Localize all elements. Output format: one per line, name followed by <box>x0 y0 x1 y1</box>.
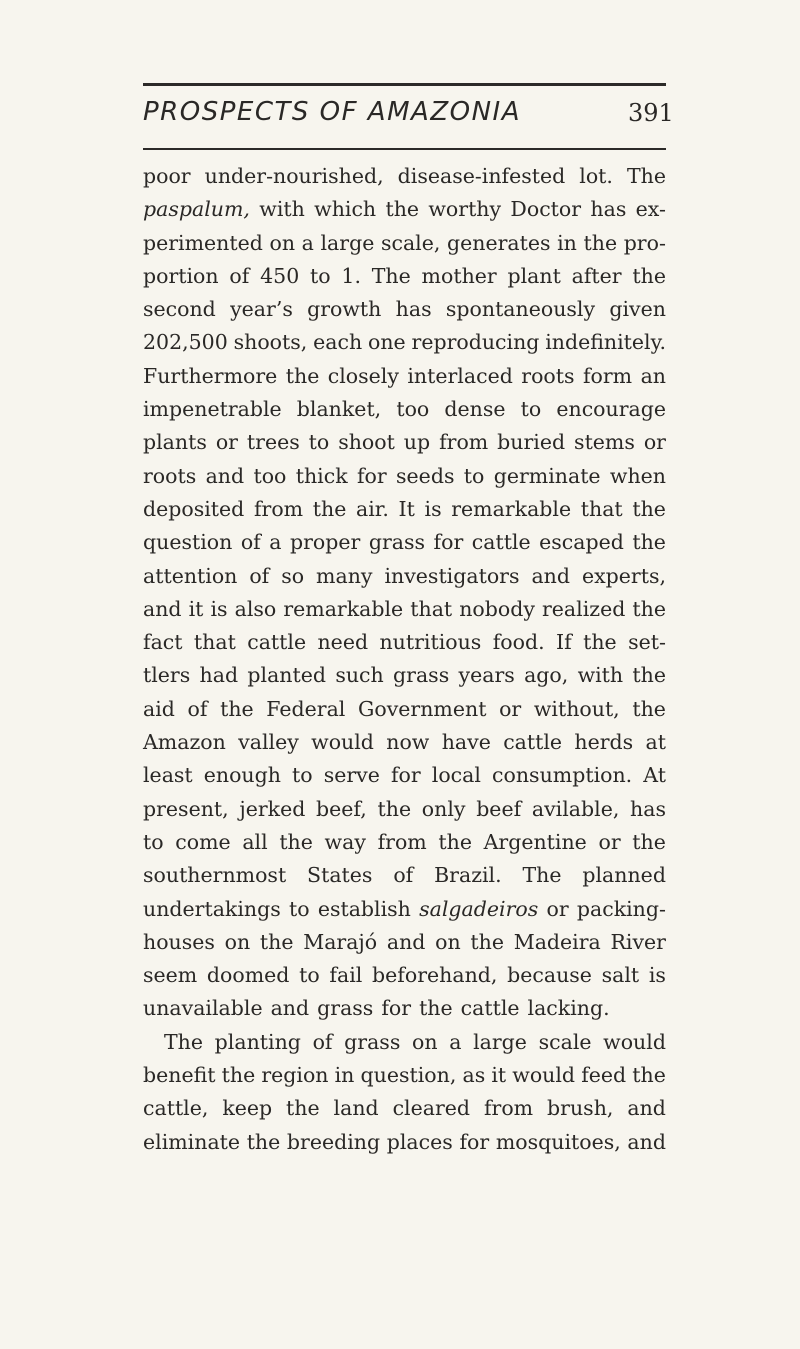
word: cattle <box>247 630 307 655</box>
word: years <box>458 663 515 688</box>
word: lot. <box>579 164 613 188</box>
word: cattle, <box>143 1096 209 1121</box>
word: 450 <box>260 263 300 288</box>
word: given <box>609 297 666 322</box>
word: is <box>424 496 442 521</box>
word: places <box>386 1129 453 1154</box>
word: The <box>371 263 411 288</box>
word: food. <box>492 630 545 655</box>
word: the <box>312 496 347 521</box>
word: seem <box>143 963 198 988</box>
word: blanket, <box>296 397 382 422</box>
word: the <box>632 829 666 854</box>
word: of <box>187 696 208 721</box>
word: a <box>269 530 282 555</box>
word: nutritious <box>379 630 482 655</box>
word: the <box>632 663 666 688</box>
word: mother <box>421 263 497 288</box>
text-line <box>143 260 666 293</box>
word: Brazil. <box>434 863 502 888</box>
word: to <box>288 896 310 921</box>
word: has <box>395 297 432 322</box>
word: houses <box>143 929 215 954</box>
word: interlaced <box>407 363 513 388</box>
text-line <box>143 526 666 559</box>
word: of <box>240 530 261 555</box>
word: cleared <box>392 1096 471 1121</box>
word: the <box>285 363 320 388</box>
word: fail <box>329 963 363 988</box>
word: the <box>583 230 618 255</box>
word: large <box>320 230 375 255</box>
word: valley <box>238 730 299 755</box>
word: in <box>557 230 577 255</box>
word: or <box>546 896 569 921</box>
word: need <box>317 630 369 655</box>
word: The <box>626 164 666 188</box>
word: way <box>324 829 366 854</box>
word: The <box>522 863 562 888</box>
word: of <box>312 1029 333 1054</box>
word: to <box>308 430 330 455</box>
word: beforehand, <box>372 963 498 988</box>
word: River <box>610 929 666 954</box>
page-number: 391 <box>628 99 674 127</box>
word: a <box>301 230 314 255</box>
word: under-nourished, <box>204 164 384 188</box>
text-line <box>143 826 666 859</box>
word: year’s <box>230 297 293 322</box>
word: each <box>313 330 363 355</box>
word: encourage <box>556 397 666 422</box>
word: on <box>269 230 296 255</box>
word: benefit <box>143 1063 216 1088</box>
word: pro- <box>623 230 666 255</box>
word: question <box>143 530 233 555</box>
word: would <box>311 730 374 755</box>
word: southernmost <box>143 863 287 888</box>
word: the <box>632 596 666 621</box>
word: question, <box>360 1063 457 1088</box>
word: planned <box>582 863 666 888</box>
text-line <box>143 893 666 926</box>
word: scale <box>538 1029 592 1054</box>
word: experts, <box>581 563 666 588</box>
word: and <box>386 929 426 954</box>
word: and <box>531 563 571 588</box>
word: undertakings <box>143 896 281 921</box>
text-line <box>143 959 666 992</box>
word: after <box>571 263 622 288</box>
header-rule-top <box>143 83 666 86</box>
word: the <box>385 197 420 222</box>
word: feed <box>581 1063 627 1088</box>
word: seeds <box>396 463 455 488</box>
word: aid <box>143 696 175 721</box>
word: the <box>377 796 412 821</box>
word: for <box>459 1129 490 1154</box>
text-line <box>143 659 666 692</box>
word: also <box>234 596 277 621</box>
word: all <box>242 829 268 854</box>
word: cattle <box>503 730 563 755</box>
word: serve <box>323 763 380 788</box>
word: germinate <box>493 463 601 488</box>
text-line <box>143 693 666 726</box>
word: the <box>246 1129 281 1154</box>
word: doomed <box>206 963 290 988</box>
word: to <box>299 963 320 988</box>
word: for <box>390 763 421 788</box>
word: to <box>143 829 164 854</box>
word: and <box>627 1129 666 1154</box>
text-line <box>143 460 666 493</box>
word: shoots, <box>233 330 308 355</box>
word: shoot <box>338 430 395 455</box>
word: Furthermore <box>143 363 278 388</box>
word: too <box>396 397 430 422</box>
word: salt <box>601 963 640 988</box>
text-line <box>143 726 666 759</box>
word: brush, <box>547 1096 614 1121</box>
word: as <box>462 1063 486 1088</box>
word: the <box>632 530 666 555</box>
word: the <box>632 263 666 288</box>
word: At <box>643 763 666 788</box>
word: air. <box>356 496 389 521</box>
body-text <box>143 160 666 1159</box>
text-line <box>143 160 666 193</box>
word: the <box>220 696 254 721</box>
word: scale, <box>380 230 441 255</box>
word: least <box>143 763 193 788</box>
word: when <box>609 463 666 488</box>
word: would <box>512 1063 576 1088</box>
word: breeding <box>286 1129 381 1154</box>
word: disease-infested <box>397 164 566 188</box>
word: establish <box>317 896 411 921</box>
word: the <box>438 829 472 854</box>
word: mosquitoes, <box>495 1129 621 1154</box>
text-line <box>143 859 666 892</box>
word: deposited <box>143 496 245 521</box>
word: present, <box>143 796 229 821</box>
word: The <box>164 1029 204 1054</box>
text-line <box>143 493 666 526</box>
word: to <box>520 397 542 422</box>
word: on <box>435 929 461 954</box>
word: with <box>577 663 624 688</box>
word: and <box>205 463 245 488</box>
word: the <box>286 1096 320 1121</box>
word: 1. <box>341 263 361 288</box>
word: or <box>215 430 238 455</box>
word: because <box>507 963 592 988</box>
word: portion <box>143 263 219 288</box>
text-line <box>143 759 666 792</box>
word: ago, <box>524 663 569 688</box>
word: buried <box>497 430 566 455</box>
word: which <box>314 197 377 222</box>
word: plants <box>143 430 207 455</box>
text-line <box>143 1126 666 1159</box>
text-line <box>143 293 666 326</box>
word: escaped <box>539 530 624 555</box>
text-line <box>143 1026 666 1059</box>
word: local <box>431 763 481 788</box>
word: for <box>356 463 387 488</box>
word: region <box>261 1063 329 1088</box>
word: form <box>582 363 633 388</box>
word: reproducing <box>411 330 540 355</box>
word: paspalum, <box>143 197 250 222</box>
word: the <box>632 496 666 521</box>
word: the <box>221 1063 256 1088</box>
header-rule-bottom <box>143 148 666 150</box>
word: cattle <box>471 530 531 555</box>
word: roots <box>143 463 197 488</box>
word: proper <box>290 530 361 555</box>
word: If <box>556 630 572 655</box>
word: Marajó <box>303 929 378 954</box>
word: of <box>229 263 250 288</box>
word: nobody <box>459 596 535 621</box>
word: ex- <box>635 197 666 222</box>
word: enough <box>203 763 281 788</box>
word: is <box>648 963 666 988</box>
word: jerked <box>239 796 306 821</box>
word: unavailable <box>143 996 263 1021</box>
word: Federal <box>266 696 346 721</box>
word: packing- <box>576 896 666 921</box>
word: grass <box>393 663 450 688</box>
word: indefinitely. <box>545 330 666 355</box>
word: investigators <box>384 563 520 588</box>
word: cattle <box>460 996 520 1021</box>
word: for <box>433 530 464 555</box>
word: stems <box>574 430 635 455</box>
word: planted <box>247 663 327 688</box>
word: Argentine <box>483 829 587 854</box>
word: fact <box>143 630 183 655</box>
word: for <box>381 996 412 1021</box>
word: in <box>334 1063 355 1088</box>
word: from <box>483 1096 534 1121</box>
word: an <box>640 363 666 388</box>
word: the <box>632 1063 666 1088</box>
word: thick <box>295 463 348 488</box>
word: trees <box>246 430 300 455</box>
word: set- <box>628 630 666 655</box>
word: beef, <box>316 796 367 821</box>
word: grass <box>317 996 374 1021</box>
word: herds <box>574 730 634 755</box>
word: or <box>499 696 522 721</box>
text-line <box>143 560 666 593</box>
word: has <box>590 197 627 222</box>
word: It <box>398 496 415 521</box>
word: with <box>259 197 305 222</box>
word: Madeira <box>513 929 601 954</box>
word: on <box>412 1029 438 1054</box>
word: at <box>645 730 666 755</box>
word: of <box>249 563 270 588</box>
word: dense <box>444 397 506 422</box>
word: that <box>580 496 623 521</box>
word: salgadeiros <box>419 896 539 921</box>
word: second <box>143 297 216 322</box>
word: consumption. <box>492 763 633 788</box>
word: the <box>279 829 313 854</box>
word: the <box>632 696 666 721</box>
word: of <box>393 863 414 888</box>
word: realized <box>542 596 626 621</box>
text-line <box>143 793 666 826</box>
word: and <box>270 996 310 1021</box>
text-line <box>143 992 666 1025</box>
word: or <box>598 829 621 854</box>
word: has <box>630 796 666 821</box>
word: would <box>603 1029 666 1054</box>
word: from <box>439 430 489 455</box>
word: spontaneously <box>445 297 596 322</box>
word: or <box>643 430 666 455</box>
running-title: PROSPECTS OF AMAZONIA <box>143 97 521 127</box>
word: it <box>188 596 204 621</box>
word: that <box>410 596 453 621</box>
word: now <box>386 730 430 755</box>
word: the <box>419 996 453 1021</box>
text-line <box>143 626 666 659</box>
word: and <box>143 596 182 621</box>
word: to <box>463 463 485 488</box>
word: a <box>449 1029 462 1054</box>
word: keep <box>222 1096 273 1121</box>
word: remarkable <box>451 496 572 521</box>
text-line <box>143 1092 666 1125</box>
word: Government <box>358 696 487 721</box>
word: have <box>441 730 491 755</box>
word: worthy <box>428 197 502 222</box>
word: that <box>193 630 236 655</box>
text-line <box>143 426 666 459</box>
word: 202,500 <box>143 330 228 355</box>
word: on <box>224 929 251 954</box>
word: the <box>583 630 617 655</box>
text-line <box>143 326 666 359</box>
word: is <box>210 596 228 621</box>
word: Amazon <box>143 730 226 755</box>
text-line <box>143 193 666 226</box>
word: from <box>253 496 304 521</box>
word: the <box>470 929 504 954</box>
word: the <box>259 929 294 954</box>
text-line <box>143 1059 666 1092</box>
word: States <box>307 863 373 888</box>
word: Doctor <box>510 197 582 222</box>
word: perimented <box>143 230 263 255</box>
word: attention <box>143 563 238 588</box>
text-line <box>143 360 666 393</box>
word: generates <box>447 230 551 255</box>
text-line <box>143 227 666 260</box>
word: planting <box>214 1029 301 1054</box>
word: plant <box>507 263 561 288</box>
word: large <box>473 1029 527 1054</box>
word: land <box>333 1096 379 1121</box>
word: had <box>199 663 239 688</box>
word: too <box>253 463 287 488</box>
word: come <box>175 829 231 854</box>
word: remarkable <box>283 596 404 621</box>
word: impenetrable <box>143 397 282 422</box>
word: one <box>368 330 406 355</box>
text-line <box>143 926 666 959</box>
word: lacking. <box>527 996 610 1021</box>
word: beef <box>476 796 522 821</box>
word: roots <box>521 363 575 388</box>
word: to <box>292 763 313 788</box>
word: up <box>403 430 431 455</box>
word: tlers <box>143 663 191 688</box>
word: it <box>491 1063 507 1088</box>
word: from <box>377 829 427 854</box>
word: avilable, <box>531 796 620 821</box>
word: many <box>316 563 373 588</box>
word: and <box>627 1096 666 1121</box>
word: such <box>335 663 384 688</box>
word: growth <box>307 297 382 322</box>
word: eliminate <box>143 1129 241 1154</box>
word: grass <box>368 530 426 555</box>
word: only <box>421 796 466 821</box>
word: grass <box>344 1029 401 1054</box>
word: without, <box>533 696 620 721</box>
text-line <box>143 593 666 626</box>
word: so <box>281 563 305 588</box>
word: to <box>310 263 331 288</box>
text-line <box>143 393 666 426</box>
word: closely <box>327 363 399 388</box>
word: poor <box>143 164 191 188</box>
